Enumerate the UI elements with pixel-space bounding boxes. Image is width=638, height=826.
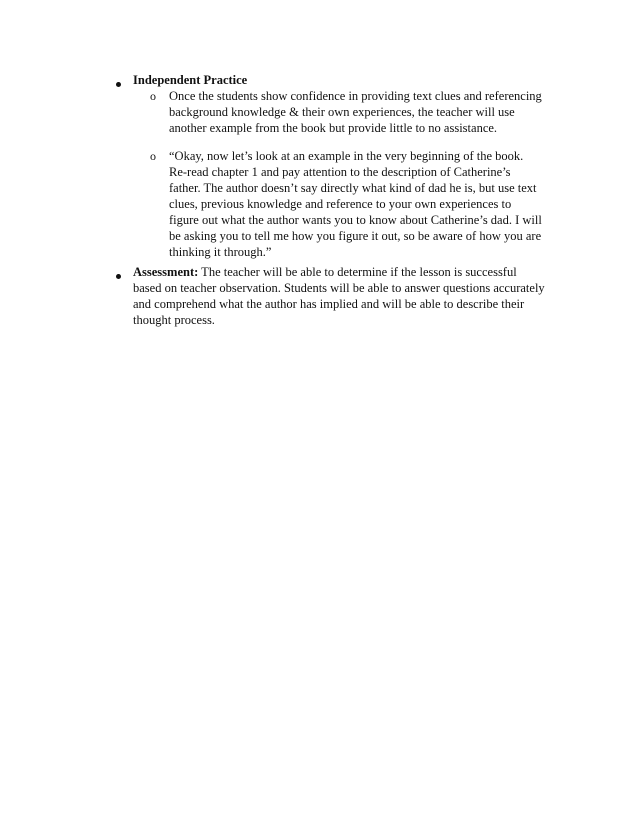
independent-practice-heading: Independent Practice (133, 73, 248, 87)
bullet-icon (116, 82, 121, 87)
paragraph-line: Re-read chapter 1 and pay attention to the description of Catherine’s (169, 165, 511, 179)
paragraph-line: and comprehend what the author has implied and will be able to describe their (133, 297, 525, 311)
paragraph-line: figure out what the author wants you to know about Catherine’s dad. I will (169, 213, 542, 227)
sub-bullet-marker: o (150, 149, 156, 163)
assessment-label: Assessment: (133, 265, 199, 279)
assessment-first-line-text: The teacher will be able to determine if the lesson is successful (198, 265, 517, 279)
paragraph-line: another example from the book but provide little to no assistance. (169, 121, 498, 135)
paragraph-line: father. The author doesn’t say directly what kind of dad he is, but use text (169, 181, 537, 195)
paragraph-line: thinking it through.” (169, 245, 272, 259)
bullet-icon (116, 274, 121, 279)
paragraph-line: background knowledge & their own experiences, the teacher will use (169, 105, 515, 119)
paragraph-line: Once the students show confidence in providing text clues and referencing (169, 89, 542, 103)
assessment-first-line (133, 265, 517, 281)
paragraph-line: based on teacher observation. Students will be able to answer questions accurately (133, 281, 545, 295)
sub-bullet-marker: o (150, 89, 156, 103)
paragraph-line: be asking you to tell me how you figure it out, so be aware of how you are (169, 229, 542, 243)
paragraph-line: clues, previous knowledge and reference to your own experiences to (169, 197, 512, 211)
paragraph-line: “Okay, now let’s look at an example in the very beginning of the book. (169, 149, 524, 163)
paragraph-line: thought process. (133, 313, 215, 327)
